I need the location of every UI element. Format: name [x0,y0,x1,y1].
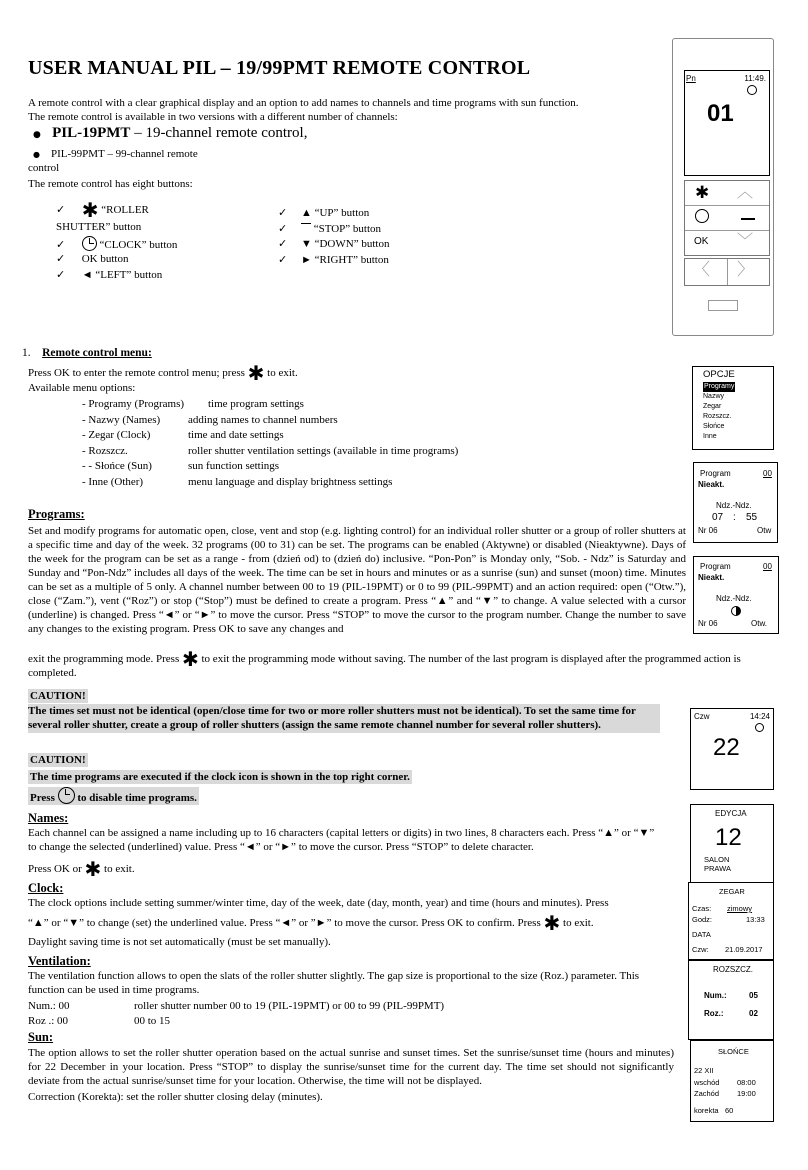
right-button-icon[interactable]: 〉 [737,260,754,280]
slonce-zachod-val: 19:00 [737,1089,756,1098]
program-days: Ndz.-Ndz. [716,501,752,510]
rozszcz-roz-label: Roz.: [704,1009,724,1018]
remote-buttons-top [684,180,770,256]
clock-icon [82,236,97,251]
button-stop-line [278,222,381,236]
button-up-line [278,206,369,220]
programs-heading: Programs: [28,507,85,521]
menu-press-ok [28,361,298,385]
timer-icon [747,85,757,95]
check-icon: ✓ [278,223,288,235]
menu-heading [22,346,152,361]
bullet-19pmt: ● PIL-19PMT – 19-channel remote control, [33,125,308,141]
zegar-godz-label: Godz: [692,915,713,924]
ventilation-roz-desc: 00 to 15 [134,1015,171,1027]
button-ok-line [56,252,128,266]
zegar-czw-val: 21.09.2017 [725,945,763,954]
menu-option [82,459,582,475]
option-desc: menu language and display brightness settings [188,475,393,488]
clock-screen [690,708,774,790]
rozszcz-num-val: 05 [749,991,758,1000]
names-press-ok [28,857,135,881]
intro-line-2: The remote control is available in two versions with a different number of channels: [28,111,398,123]
option-name: - - Słońce (Sun) [82,460,152,472]
roller-label: “ROLLER [98,204,149,216]
option-desc: sun function settings [188,460,280,472]
slonce-korekta-val: 60 [725,1106,734,1115]
check-icon: ✓ [278,207,288,219]
sun-heading: Sun: [28,1030,54,1044]
option-desc: time program settings [208,398,304,410]
remote-day: Pn [686,74,696,83]
bullet-19pmt-rest: – 19-channel remote control, [130,125,308,141]
bullet-19pmt-bold: PIL-19PMT [52,125,131,141]
names-press-text: Press OK or [28,863,82,875]
clock-label: “CLOCK” button [96,239,178,251]
menu-option [82,444,582,460]
menu-number: 1. [22,347,31,359]
edycja-screen [690,804,774,884]
zegar-screen [688,882,774,960]
program-label: Program [700,469,731,478]
edycja-title: EDYCJA [715,809,747,818]
slonce-korekta-label: korekta [694,1106,719,1115]
page-title: USER MANUAL PIL – 19/99PMT REMOTE CONTROL [28,57,531,79]
menu-option [82,475,582,491]
slonce-title: SŁOŃCE [718,1047,749,1056]
program-status: Nieakt. [698,573,725,582]
menu-available: Available menu options: [28,382,136,394]
clock-body-2 [28,911,688,935]
check-icon: ✓ [56,204,66,216]
sun-icon: ✱ [247,361,265,385]
clock-channel: 22 [713,734,740,761]
opcje-item[interactable]: Zegar [703,403,722,410]
rozszcz-num-label: Num.: [704,991,727,1000]
program-num: 00 [763,469,772,478]
clock-icon [58,787,75,804]
names-heading: Names: [28,811,69,825]
opcje-item-selected[interactable]: Programy [704,383,735,390]
zegar-godz-val: 13:33 [746,915,765,924]
option-desc: adding names to channel numbers [188,413,338,426]
down-button-icon[interactable]: ﹀ [737,231,754,250]
zegar-czas-label: Czas: [692,904,712,913]
option-name: - Rozszcz. [82,444,128,457]
option-name: - Zegar (Clock) [82,429,151,441]
clock-body-1: The clock options include setting summer/winter time, day of the week, date (day, month, year) and time (hours and minutes). Press [28,897,609,909]
zegar-title: ZEGAR [719,887,745,896]
stop-label: “STOP” button [310,223,382,235]
option-name: - Nazwy (Names) [82,413,161,426]
programs-body: Set and modify programs for automatic open, close, vent and stop (e.g. lighting control) for an individual roller shutter or a group of roller shutters at a specific time and day of the week. 32 programs (00 to 31) can be set. The programs can be enabled (Aktywne) or disabled (Nieaktywne). Days of the week for the program can be set as a range - from (dzień od) to (dzień do) inclusive. “Pon-Pon” is Monday only, “Sob. - Ndz” is Saturday and Sunday and “Pon-Ndz” includes all days of the week. The time can be set in hours and minutes or as a sunrise (sun) and sunset (moon) time. Minutes can be set as a multiple of 5 only. A channel number between 00 to 19 (PIL-19PMT) or 0 to 99 (PIL-99PMT) and an action required: open (“Otw.”), close (“Zam.”), vent (“Roz”) or stop (“Stop”) must be defined to create a program. Press “▲” and “▼” to change. A value selected with a cursor (underline) is changed. Press “◄” or “►” to move the cursor. Press “STOP” to move the cursor to the program number. Change the number to save any changes to the existing program. Press OK to save any changes and [28,525,686,635]
right-label: ► “RIGHT” button [300,254,389,266]
ok-label: OK button [81,253,129,265]
program-screen-1 [693,462,778,543]
up-label: ▲ “UP” button [300,207,370,219]
program-label: Program [700,562,731,571]
program-action: Otw [757,526,772,535]
names-exit-text: to exit. [101,863,135,875]
caution-2-disable: to disable time programs. [74,792,197,804]
slonce-screen [690,1040,774,1122]
stop-dash-icon [301,223,311,224]
button-roller-line [56,198,149,222]
zegar-data-label: DATA [692,930,711,939]
ventilation-heading: Ventilation: [28,954,91,968]
roller-shutter-icon: ✱ [81,198,99,222]
check-icon: ✓ [56,269,66,281]
up-button-icon[interactable]: ︿ [737,182,754,201]
option-desc: time and date settings [188,429,284,441]
menu-exit-text: to exit. [264,367,298,379]
ventilation-num-desc: roller shutter number 00 to 19 (PIL-19PMT) or 00 to 99 (PIL-99PMT) [134,1000,445,1012]
menu-options [82,397,582,490]
caution-2-press-text: Press [30,792,55,804]
caution-2-label: CAUTION! [30,754,86,766]
clock-body-3: Daylight saving time is not set automatically (must be set manually). [28,936,331,948]
slonce-wschod-val: 08:00 [737,1078,756,1087]
button-roller-cont: SHUTTER” button [56,221,142,233]
program-status: Nieakt. [698,480,725,489]
ok-button[interactable]: OK [694,236,709,247]
check-icon: ✓ [278,254,288,266]
edycja-line-2: PRAWA [704,864,731,873]
clock-body-2-end: to exit. [560,917,594,929]
menu-option [82,397,582,413]
sun-body: The option allows to set the roller shutter operation based on the actual sunrise and sunset times. Set the sunrise/sunset time (hours and minutes) for 22 December in your location. Press “STOP” to display the sunrise/sunset time for the current day. The time set should not significantly deviate from the actual sunrise/sunset time for your location. Otherwise, the time will not be displayed. [28,1047,674,1088]
left-button-icon[interactable]: 〈 [693,260,710,280]
bullet-99pmt-text: PIL-99PMT – 99-channel remote [50,148,198,160]
programs-end-a: exit the programming mode. Press [28,653,180,665]
rozszcz-roz-val: 02 [749,1009,758,1018]
clock-button-icon[interactable] [695,209,709,223]
programs-end-b: to exit the programming mode without saving. The number of the last program is displayed after the programmed action is completed. [28,653,741,680]
opcje-title: OPCJE [703,369,735,380]
slonce-wschod-label: wschód [694,1078,720,1087]
button-right-line [278,253,389,267]
opcje-item[interactable]: Nazwy [703,393,725,400]
opcje-list [703,382,735,442]
opcje-item[interactable]: Inne [703,433,717,440]
menu-title: Remote control menu: [42,347,152,359]
remote-channel: 01 [707,100,734,127]
sun-icon: ✱ [181,647,199,671]
option-desc: roller shutter ventilation settings (available in time programs) [188,444,459,457]
sun-button-icon[interactable]: ✱ [695,183,710,203]
program-sep: : [733,512,736,523]
programs-body-end [28,647,790,681]
menu-option [82,428,582,444]
program-days: Ndz.-Ndz. [716,594,752,603]
opcje-item[interactable]: Rozszcz. [703,413,732,420]
moon-icon [731,606,741,616]
program-min: 55 [746,512,758,523]
clock-time: 14:24 [749,712,770,721]
button-left-line [56,268,162,282]
rozszcz-screen [688,960,774,1040]
ventilation-num-label: Num.: 00 [28,1000,70,1012]
zegar-czw-label: Czw: [692,945,709,954]
remote-buttons-bottom [684,258,770,286]
caution-1-label: CAUTION! [30,690,86,702]
menu-press-text: Press OK to enter the remote control menu; press [28,367,245,379]
program-nr: Nr 06 [698,526,718,535]
names-body: Each channel can be assigned a name including up to 16 characters (capital letters or digits) in two lines, 8 characters each. Press “▲” or “▼” to change the selected (underlined) value. Press “◄” or “►” to move the cursor. Press “STOP” to delete character. [28,827,655,854]
sun-icon: ✱ [543,911,561,935]
caution-2-text: The time programs are executed if the clock icon is shown in the top right corner. [30,771,410,783]
option-name: - Inne (Other) [82,475,144,488]
menu-option [82,413,582,429]
check-icon: ✓ [278,238,288,250]
opcje-item[interactable]: Słońce [703,423,725,430]
slonce-zachod-label: Zachód [694,1089,720,1098]
clock-body-2-text: “▲” or “▼” to change (set) the underlined value. Press “◄” or ”►” to move the cursor. Press OK to confirm. Press [28,917,541,929]
edycja-num: 12 [715,824,742,851]
bullet-99pmt-cont: control [28,162,60,174]
buttons-intro: The remote control has eight buttons: [28,178,193,190]
timer-icon [755,723,764,732]
caution-2-press [28,787,199,805]
sun-icon: ✱ [84,857,102,881]
program-num: 00 [763,562,772,571]
program-screen-2 [693,556,779,634]
clock-heading: Clock: [28,881,64,895]
intro-line-1: A remote control with a clear graphical display and an option to add names to channels and time programs with sun function. [28,97,579,109]
bullet-99pmt: ● PIL-99PMT – 99-channel remote [33,148,198,160]
ventilation-body: The ventilation function allows to open the slats of the roller shutter slightly. The gap size is proportional to the size (Roz.) parameter. This function can be used in time programs. [28,970,640,997]
rozszcz-title: ROZSZCZ. [713,965,753,974]
zegar-czas-val: zimowy [727,904,753,913]
check-icon: ✓ [56,239,66,251]
clock-day: Czw [694,712,710,721]
remote-led [708,300,738,311]
option-name: - Programy (Programs) [82,398,185,410]
edycja-line-1: SALON [704,855,730,864]
program-hour: 07 [712,512,724,523]
button-clock-line [56,236,177,252]
remote-time: 11:49. [744,74,766,83]
left-label: ◄ “LEFT” button [81,269,163,281]
ventilation-roz-label: Roz .: 00 [28,1015,69,1027]
down-label: ▼ “DOWN” button [300,238,390,250]
slonce-date: 22 XII [694,1066,714,1075]
program-action: Otw. [751,619,768,628]
stop-button-icon[interactable] [741,218,755,220]
opcje-screen [692,366,774,450]
check-icon: ✓ [56,253,66,265]
program-nr: Nr 06 [698,619,718,628]
remote-display [684,70,770,176]
sun-correction: Correction (Korekta): set the roller shutter closing delay (minutes). [28,1091,323,1103]
caution-1-text: The times set must not be identical (open/close time for two or more roller shutters must not be identical). To set the same time for several roller shutter, create a group of roller shutters (assign the same remote channel number for several roller shutters). [28,704,660,733]
button-down-line [278,237,389,251]
